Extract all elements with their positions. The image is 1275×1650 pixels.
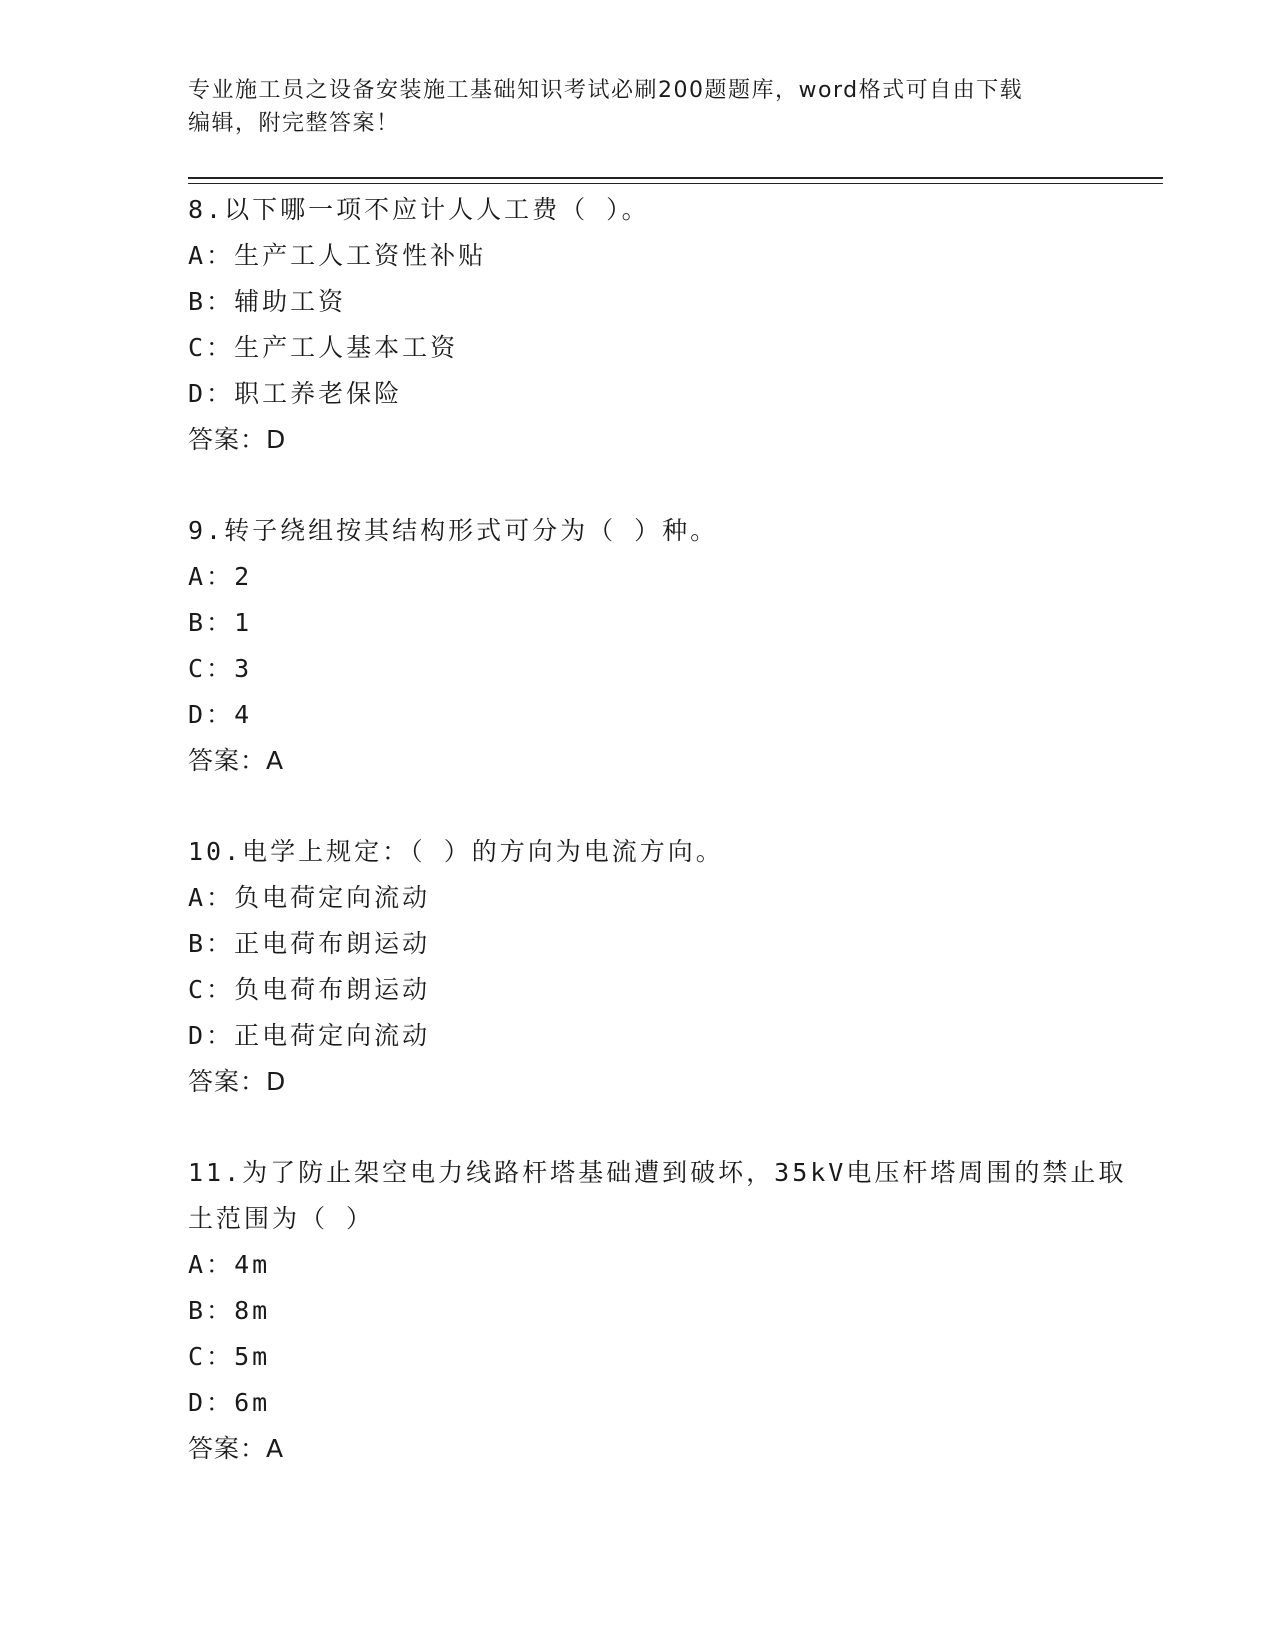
answer-line: 答案：D bbox=[188, 1067, 287, 1096]
option-a bbox=[188, 1242, 1128, 1288]
answer-line: 答案：A bbox=[188, 1434, 285, 1463]
option-key: D： bbox=[188, 1388, 235, 1417]
option-key: C： bbox=[188, 654, 235, 683]
question-10 bbox=[188, 829, 1128, 1105]
option-text: 6m bbox=[234, 1388, 271, 1417]
option-b bbox=[188, 1288, 1128, 1334]
answer-line: 答案：D bbox=[188, 425, 287, 454]
option-a bbox=[188, 233, 1128, 279]
option-key: B： bbox=[188, 287, 235, 316]
option-text: 生产工人工资性补贴 bbox=[234, 241, 487, 270]
option-text: 正电荷定向流动 bbox=[234, 1021, 431, 1050]
option-text: 负电荷布朗运动 bbox=[234, 975, 431, 1004]
option-key: C： bbox=[188, 1342, 235, 1371]
option-text: 1 bbox=[234, 608, 253, 637]
option-b bbox=[188, 279, 1128, 325]
question-8 bbox=[188, 187, 1128, 463]
option-text: 2 bbox=[234, 562, 253, 591]
option-key: A： bbox=[188, 883, 235, 912]
option-key: C： bbox=[188, 975, 235, 1004]
question-list bbox=[188, 187, 1128, 1517]
option-a bbox=[188, 554, 1128, 600]
option-text: 职工养老保险 bbox=[234, 379, 403, 408]
document-header bbox=[188, 74, 1088, 140]
option-text: 正电荷布朗运动 bbox=[234, 929, 431, 958]
option-text: 8m bbox=[234, 1296, 271, 1325]
header-divider-thick bbox=[188, 177, 1163, 179]
option-key: B： bbox=[188, 608, 235, 637]
question-stem: 8.以下哪一项不应计人人工费（ ）。 bbox=[188, 195, 650, 224]
option-key: B： bbox=[188, 1296, 235, 1325]
option-key: D： bbox=[188, 1021, 235, 1050]
header-line-1: 专业施工员之设备安装施工基础知识考试必刷200题题库，word格式可自由下载 bbox=[188, 78, 1024, 103]
option-c bbox=[188, 967, 1128, 1013]
option-text: 生产工人基本工资 bbox=[234, 333, 459, 362]
option-key: B： bbox=[188, 929, 235, 958]
option-text: 4 bbox=[234, 700, 253, 729]
option-d bbox=[188, 1380, 1128, 1426]
question-stem: 10.电学上规定：（ ）的方向为电流方向。 bbox=[188, 837, 724, 866]
header-line-2: 编辑，附完整答案！ bbox=[188, 111, 400, 136]
option-d bbox=[188, 692, 1128, 738]
option-key: D： bbox=[188, 379, 235, 408]
option-b bbox=[188, 921, 1128, 967]
option-key: D： bbox=[188, 700, 235, 729]
option-c bbox=[188, 325, 1128, 371]
option-text: 3 bbox=[234, 654, 253, 683]
option-text: 5m bbox=[234, 1342, 271, 1371]
option-a bbox=[188, 875, 1128, 921]
question-11 bbox=[188, 1150, 1128, 1472]
option-key: A： bbox=[188, 1250, 235, 1279]
option-b bbox=[188, 600, 1128, 646]
option-text: 4m bbox=[234, 1250, 271, 1279]
option-c bbox=[188, 1334, 1128, 1380]
option-d bbox=[188, 371, 1128, 417]
option-key: A： bbox=[188, 241, 235, 270]
header-divider-thin bbox=[188, 183, 1163, 184]
question-stem: 11.为了防止架空电力线路杆塔基础遭到破坏，35kV电压杆塔周围的禁止取土范围为（ ） bbox=[188, 1158, 1127, 1233]
answer-line: 答案：A bbox=[188, 746, 285, 775]
option-key: C： bbox=[188, 333, 235, 362]
option-d bbox=[188, 1013, 1128, 1059]
option-c bbox=[188, 646, 1128, 692]
question-9 bbox=[188, 508, 1128, 784]
option-text: 辅助工资 bbox=[234, 287, 347, 316]
option-key: A： bbox=[188, 562, 235, 591]
question-stem: 9.转子绕组按其结构形式可分为（ ）种。 bbox=[188, 516, 719, 545]
option-text: 负电荷定向流动 bbox=[234, 883, 431, 912]
